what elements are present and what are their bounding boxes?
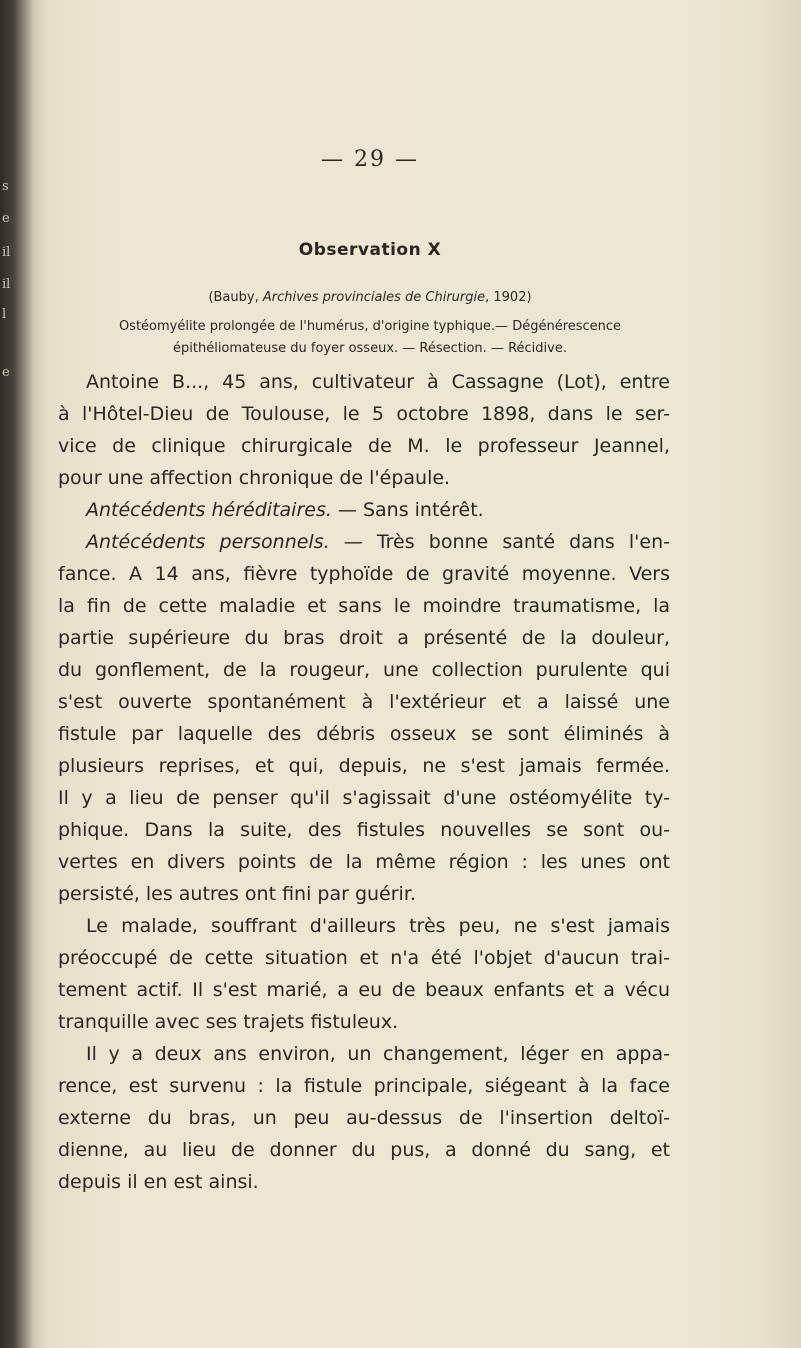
section-heading: Antécédents héréditaires. xyxy=(86,499,332,521)
citation-open: (Bauby, xyxy=(208,290,263,305)
text-line: Il y a deux ans environ, un changement, léger en appa- xyxy=(86,1043,670,1065)
text-line: dienne, au lieu de donner du pus, a donné du sang, et xyxy=(58,1139,670,1161)
text-line: persisté, les autres ont fini par guérir. xyxy=(58,883,416,905)
text-line: fistule par laquelle des débris osseux se sont éliminés à xyxy=(58,723,670,745)
text-line: à l'Hôtel-Dieu de Toulouse, le 5 octobre 1898, dans le ser- xyxy=(58,403,670,425)
page-number: — 29 — xyxy=(321,147,419,172)
observation-body xyxy=(58,366,670,1198)
text-line: vertes en divers points de la même région : les unes ont xyxy=(58,851,670,873)
summary-line: épithéliomateuse du foyer osseux. — Résection. — Récidive. xyxy=(173,341,567,356)
citation xyxy=(0,290,740,305)
section-heading: Antécédents personnels. xyxy=(86,531,330,553)
summary-line: Ostéomyélite prolongée de l'humérus, d'origine typhique.— Dégénérescence xyxy=(118,319,622,334)
text-line: phique. Dans la suite, des fistules nouvelles se sont ou- xyxy=(58,819,670,841)
citation-close: , 1902) xyxy=(485,290,532,305)
text-line: tranquille avec ses trajets fistuleux. xyxy=(58,1011,399,1033)
text-line: tement actif. Il s'est marié, a eu de beaux enfants et a vécu xyxy=(58,979,670,1001)
text-line: plusieurs reprises, et qui, depuis, ne s'est jamais fermée. xyxy=(58,755,670,777)
observation-title: Observation X xyxy=(298,240,442,260)
text-line: externe du bras, un peu au-dessus de l'insertion deltoï- xyxy=(58,1107,670,1129)
text-line: Il y a lieu de penser qu'il s'agissait d'une ostéomyélite ty- xyxy=(58,787,670,809)
text-line: vice de clinique chirurgicale de M. le professeur Jeannel, xyxy=(58,435,670,457)
text-line: du gonflement, de la rougeur, une collection purulente qui xyxy=(58,659,670,681)
hereditary-history xyxy=(58,494,670,526)
text-line: la fin de cette maladie et sans le moindre traumatisme, la xyxy=(58,595,670,617)
case-summary xyxy=(70,316,670,360)
text-line: partie supérieure du bras droit a présenté de la douleur, xyxy=(58,627,670,649)
text-line: Le malade, souffrant d'ailleurs très peu, ne s'est jamais xyxy=(86,915,670,937)
citation-journal: Archives provinciales de Chirurgie xyxy=(262,290,486,305)
text-line: s'est ouverte spontanément à l'extérieur et a laissé une xyxy=(58,691,670,713)
text-line: pour une affection chronique de l'épaule. xyxy=(58,467,451,489)
section-text: — Sans intérêt. xyxy=(331,499,484,521)
personal-history-first-line xyxy=(58,526,670,558)
text-line: depuis il en est ainsi. xyxy=(58,1171,259,1193)
scanned-page: s e il il l e — 29 — Observation X (Bauby, Archives provinciales de Chirurgie, 1902) Ostéomyélite prolongée de l'humérus, d'origine typhique.— Dégénérescence épithéliomateuse du foyer osseux. — Résection. — Récidive. Antoine B..., 45 ans, cultivateur à Cassagne (Lot), entre à l'Hôtel-Dieu de Toulouse, le 5 octobre 1898, dans le ser- vice de clinique chirurgicale de M. le professeur Jeannel, pour une affection chronique de l'épaule. Antécédents héréditaires. — Sans intérêt. Antécédents personnels. — Très bonne santé dans l'en- fance. A 14 ans, fièvre typhoïde de gravité moyenne. Vers la fin de cette maladie et sans le moindre traumatisme, la partie supérieure du bras droit a présenté de la douleur, du gonflement, de la rougeur, une collection purulente qui s'est ouverte spontanément à l'extérieur et a laissé une fistule par laquelle des débris osseux se sont éliminés à plusieurs reprises, et qui, depuis, ne s'est jamais fermée. Il y a lieu de penser qu'il s'agissait d'une ostéomyélite ty- phique. Dans la suite, des fistules nouvelles se sont ou- vertes en divers points de la même région : les unes ont persisté, les autres ont fini par guérir. Le malade, souffrant d'ailleurs très peu, ne s'est jamais préoccupé de cette situation et n'a été l'objet d'aucun trai- tement actif. Il s'est marié, a eu de beaux enfants et a vécu tranquille avec ses trajets fistuleux. Il y a deux ans environ, un changement, léger en appa- rence, est survenu : la fistule principale, siégeant à la face externe du bras, un peu au-dessus de l'insertion deltoï- dienne, au lieu de donner du pus, a donné du sang, et depuis il en est ainsi. xyxy=(0,0,801,1348)
text-line: rence, est survenu : la fistule principale, siégeant à la face xyxy=(58,1075,670,1097)
text-line: préoccupé de cette situation et n'a été l'objet d'aucun trai- xyxy=(58,947,670,969)
section-text: — Très bonne santé dans l'en- xyxy=(329,531,670,553)
text-line: Antoine B..., 45 ans, cultivateur à Cassagne (Lot), entre xyxy=(86,371,670,393)
text-line: fance. A 14 ans, fièvre typhoïde de gravité moyenne. Vers xyxy=(58,563,670,585)
